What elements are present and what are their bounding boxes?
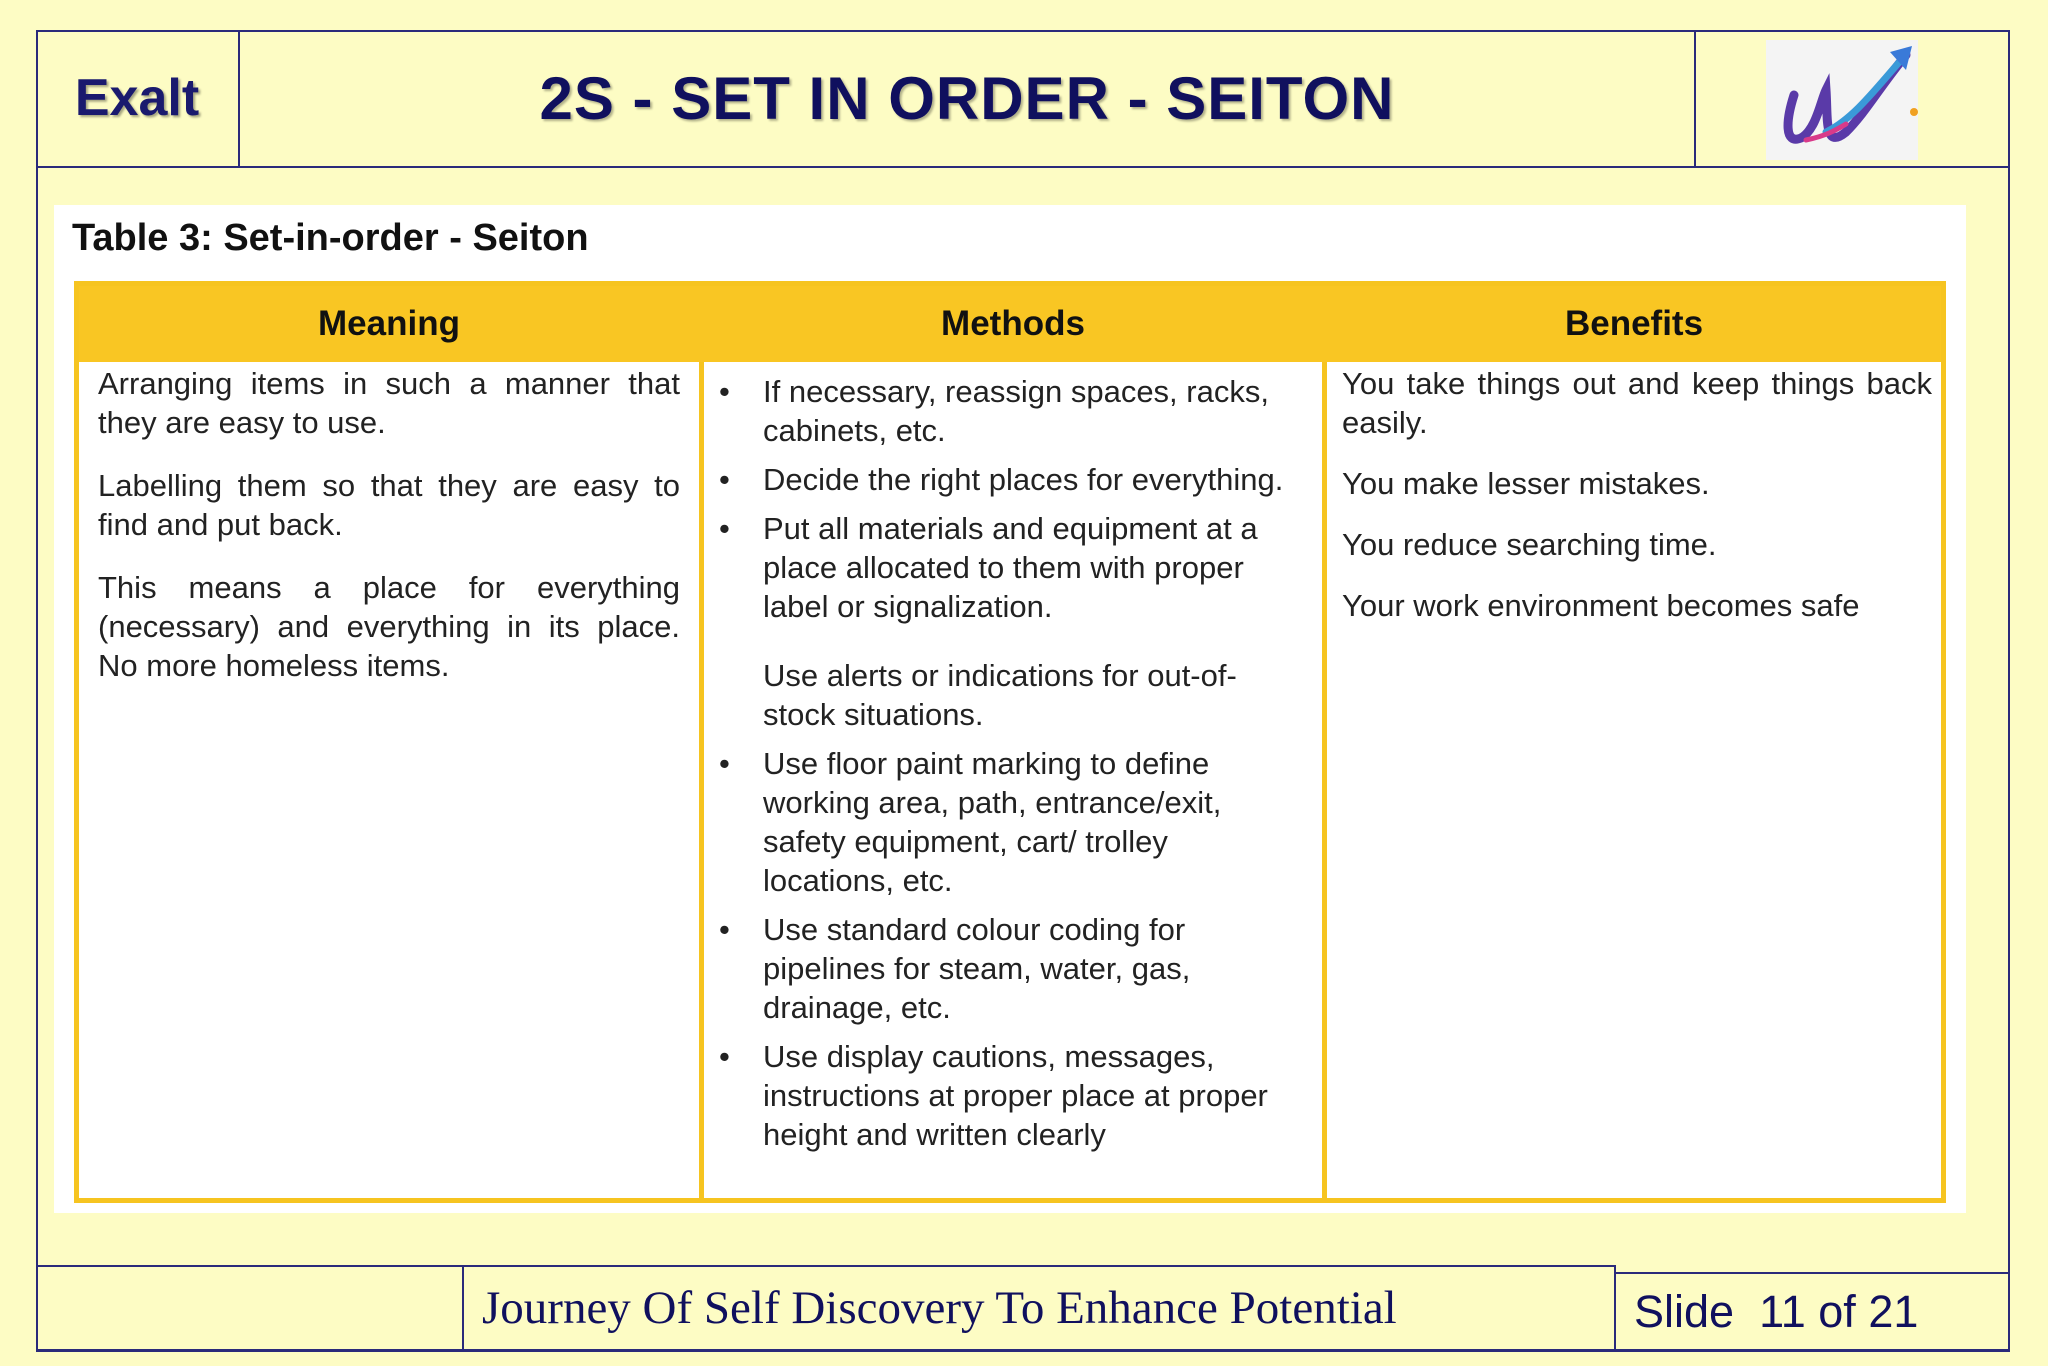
column-divider (1322, 362, 1327, 1198)
methods-list-item: • Use standard colour coding for pipelines for steam, water, gas, drainage, etc. (719, 910, 1299, 1027)
column-header-benefits: Benefits (1564, 304, 1704, 343)
slide-number: Slide 11 of 21 (1634, 1285, 1919, 1337)
methods-list-item: • Decide the right places for everything. (719, 460, 1299, 499)
benefits-cell (1342, 364, 1932, 647)
benefits-item: You take things out and keep things back easily. (1342, 366, 1932, 440)
title-cell (240, 30, 1696, 166)
slide-title: 2S - SET IN ORDER - SEITON (539, 64, 1395, 132)
meaning-paragraph: Labelling them so that they are easy to find and put back. (98, 468, 680, 542)
meaning-paragraph: Arranging items in such a manner that they are easy to use. (98, 366, 680, 440)
methods-list-item: Use alerts or indications for out-of-stock situations. (763, 658, 1237, 732)
content-panel (54, 205, 1966, 1213)
benefits-item: You reduce searching time. (1342, 527, 1717, 562)
benefits-item: Your work environment becomes safe (1342, 588, 1860, 623)
seiton-table (74, 281, 1946, 1203)
column-header-meaning: Meaning (318, 304, 460, 343)
methods-list-item: • Use display cautions, messages, instructions at proper place at proper height and written clearly (719, 1037, 1299, 1154)
table-caption: Table 3: Set-in-order - Seiton (72, 217, 589, 259)
benefits-item: You make lesser mistakes. (1342, 466, 1710, 501)
footer-tagline-box (462, 1265, 1616, 1351)
brand-cell (36, 30, 240, 166)
methods-list (719, 372, 1299, 1154)
slide-header (36, 30, 2010, 168)
footer-slide-number-box (1614, 1272, 2010, 1351)
methods-list-item: • If necessary, reassign spaces, racks, cabinets, etc. (719, 372, 1299, 450)
methods-cell (719, 372, 1299, 1164)
methods-list-item: • Put all materials and equipment at a place allocated to them with proper label or signalization. (719, 509, 1299, 626)
meaning-cell (98, 364, 680, 685)
arrow-logo-icon-graphic (1766, 40, 1918, 160)
meaning-paragraph: This means a place for everything (necessary) and everything in its place. No more homeless items. (98, 570, 680, 683)
column-divider (699, 362, 704, 1198)
arrow-logo-icon (1766, 40, 1918, 160)
footer-tagline: Journey Of Self Discovery To Enhance Potential (482, 1282, 1397, 1334)
methods-list-item: • Use floor paint marking to define working area, path, entrance/exit, safety equipment, cart/ trolley locations, etc. (719, 744, 1299, 900)
column-header-methods: Methods (941, 304, 1085, 343)
footer-left-box (36, 1265, 464, 1351)
brand-name: Exalt (74, 69, 200, 127)
